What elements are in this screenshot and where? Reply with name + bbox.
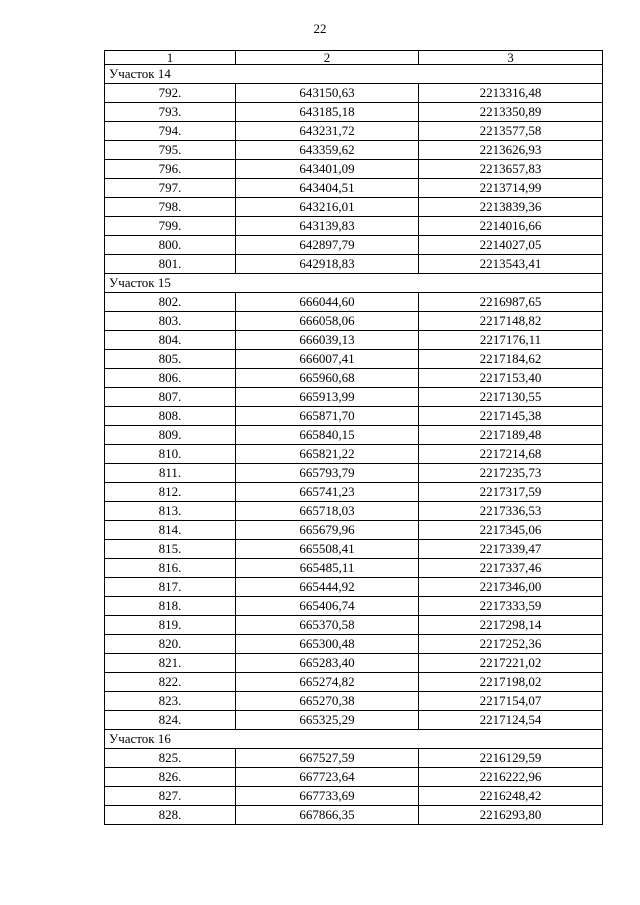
point-number-cell: 822. bbox=[105, 673, 236, 692]
table-row bbox=[105, 369, 603, 388]
x-coordinate-cell: 643231,72 bbox=[236, 122, 419, 141]
section-title: Участок 14 bbox=[105, 65, 603, 84]
y-coordinate-cell: 2217345,06 bbox=[419, 521, 603, 540]
y-coordinate-cell: 2217176,11 bbox=[419, 331, 603, 350]
table-row bbox=[105, 559, 603, 578]
point-number-cell: 802. bbox=[105, 293, 236, 312]
point-number-cell: 798. bbox=[105, 198, 236, 217]
y-coordinate-cell: 2217214,68 bbox=[419, 445, 603, 464]
table-row bbox=[105, 331, 603, 350]
point-number-cell: 807. bbox=[105, 388, 236, 407]
y-coordinate-cell: 2214016,66 bbox=[419, 217, 603, 236]
point-number-cell: 818. bbox=[105, 597, 236, 616]
point-number-cell: 793. bbox=[105, 103, 236, 122]
x-coordinate-cell: 666007,41 bbox=[236, 350, 419, 369]
point-number-cell: 823. bbox=[105, 692, 236, 711]
point-number-cell: 803. bbox=[105, 312, 236, 331]
point-number-cell: 806. bbox=[105, 369, 236, 388]
table-row bbox=[105, 483, 603, 502]
table-header-row bbox=[105, 51, 603, 65]
table-row bbox=[105, 540, 603, 559]
y-coordinate-cell: 2216129,59 bbox=[419, 749, 603, 768]
point-number-cell: 826. bbox=[105, 768, 236, 787]
column-header-1: 1 bbox=[105, 51, 236, 65]
table-row bbox=[105, 388, 603, 407]
point-number-cell: 811. bbox=[105, 464, 236, 483]
table-row bbox=[105, 635, 603, 654]
y-coordinate-cell: 2217198,02 bbox=[419, 673, 603, 692]
y-coordinate-cell: 2217298,14 bbox=[419, 616, 603, 635]
x-coordinate-cell: 666039,13 bbox=[236, 331, 419, 350]
x-coordinate-cell: 665508,41 bbox=[236, 540, 419, 559]
point-number-cell: 795. bbox=[105, 141, 236, 160]
table-row bbox=[105, 673, 603, 692]
point-number-cell: 792. bbox=[105, 84, 236, 103]
point-number-cell: 794. bbox=[105, 122, 236, 141]
point-number-cell: 812. bbox=[105, 483, 236, 502]
section-header-row bbox=[105, 65, 603, 84]
y-coordinate-cell: 2217189,48 bbox=[419, 426, 603, 445]
x-coordinate-cell: 665741,23 bbox=[236, 483, 419, 502]
point-number-cell: 827. bbox=[105, 787, 236, 806]
table-row bbox=[105, 198, 603, 217]
y-coordinate-cell: 2214027,05 bbox=[419, 236, 603, 255]
y-coordinate-cell: 2217221,02 bbox=[419, 654, 603, 673]
y-coordinate-cell: 2217252,36 bbox=[419, 635, 603, 654]
table-row bbox=[105, 521, 603, 540]
table-row bbox=[105, 141, 603, 160]
section-header-row bbox=[105, 730, 603, 749]
y-coordinate-cell: 2217130,55 bbox=[419, 388, 603, 407]
x-coordinate-cell: 665325,29 bbox=[236, 711, 419, 730]
point-number-cell: 816. bbox=[105, 559, 236, 578]
table-row bbox=[105, 445, 603, 464]
y-coordinate-cell: 2217235,73 bbox=[419, 464, 603, 483]
point-number-cell: 796. bbox=[105, 160, 236, 179]
x-coordinate-cell: 667733,69 bbox=[236, 787, 419, 806]
point-number-cell: 815. bbox=[105, 540, 236, 559]
table-row bbox=[105, 616, 603, 635]
y-coordinate-cell: 2216222,96 bbox=[419, 768, 603, 787]
x-coordinate-cell: 643185,18 bbox=[236, 103, 419, 122]
point-number-cell: 821. bbox=[105, 654, 236, 673]
x-coordinate-cell: 665913,99 bbox=[236, 388, 419, 407]
y-coordinate-cell: 2217317,59 bbox=[419, 483, 603, 502]
y-coordinate-cell: 2213626,93 bbox=[419, 141, 603, 160]
x-coordinate-cell: 665840,15 bbox=[236, 426, 419, 445]
x-coordinate-cell: 667866,35 bbox=[236, 806, 419, 825]
table-row bbox=[105, 84, 603, 103]
x-coordinate-cell: 666044,60 bbox=[236, 293, 419, 312]
table-row bbox=[105, 312, 603, 331]
x-coordinate-cell: 665274,82 bbox=[236, 673, 419, 692]
point-number-cell: 804. bbox=[105, 331, 236, 350]
y-coordinate-cell: 2213350,89 bbox=[419, 103, 603, 122]
table-row bbox=[105, 255, 603, 274]
point-number-cell: 825. bbox=[105, 749, 236, 768]
column-header-2: 2 bbox=[236, 51, 419, 65]
table-row bbox=[105, 787, 603, 806]
x-coordinate-cell: 643404,51 bbox=[236, 179, 419, 198]
table-row bbox=[105, 806, 603, 825]
point-number-cell: 797. bbox=[105, 179, 236, 198]
table-row bbox=[105, 293, 603, 312]
y-coordinate-cell: 2213543,41 bbox=[419, 255, 603, 274]
x-coordinate-cell: 643401,09 bbox=[236, 160, 419, 179]
coordinates-table bbox=[104, 50, 603, 825]
x-coordinate-cell: 665821,22 bbox=[236, 445, 419, 464]
point-number-cell: 805. bbox=[105, 350, 236, 369]
x-coordinate-cell: 665871,70 bbox=[236, 407, 419, 426]
x-coordinate-cell: 665960,68 bbox=[236, 369, 419, 388]
table-row bbox=[105, 597, 603, 616]
x-coordinate-cell: 667527,59 bbox=[236, 749, 419, 768]
section-header-row bbox=[105, 274, 603, 293]
point-number-cell: 808. bbox=[105, 407, 236, 426]
table-row bbox=[105, 768, 603, 787]
y-coordinate-cell: 2217339,47 bbox=[419, 540, 603, 559]
y-coordinate-cell: 2217184,62 bbox=[419, 350, 603, 369]
y-coordinate-cell: 2217346,00 bbox=[419, 578, 603, 597]
table-row bbox=[105, 654, 603, 673]
point-number-cell: 813. bbox=[105, 502, 236, 521]
table-body bbox=[105, 51, 603, 825]
table-row bbox=[105, 692, 603, 711]
point-number-cell: 814. bbox=[105, 521, 236, 540]
point-number-cell: 800. bbox=[105, 236, 236, 255]
table-row bbox=[105, 179, 603, 198]
page-number: 22 bbox=[313, 21, 327, 36]
y-coordinate-cell: 2217145,38 bbox=[419, 407, 603, 426]
table-row bbox=[105, 578, 603, 597]
point-number-cell: 809. bbox=[105, 426, 236, 445]
table-row bbox=[105, 749, 603, 768]
point-number-cell: 817. bbox=[105, 578, 236, 597]
x-coordinate-cell: 643150,63 bbox=[236, 84, 419, 103]
y-coordinate-cell: 2216293,80 bbox=[419, 806, 603, 825]
point-number-cell: 828. bbox=[105, 806, 236, 825]
table-row bbox=[105, 122, 603, 141]
x-coordinate-cell: 665283,40 bbox=[236, 654, 419, 673]
x-coordinate-cell: 665300,48 bbox=[236, 635, 419, 654]
x-coordinate-cell: 665370,58 bbox=[236, 616, 419, 635]
y-coordinate-cell: 2216987,65 bbox=[419, 293, 603, 312]
x-coordinate-cell: 642918,83 bbox=[236, 255, 419, 274]
y-coordinate-cell: 2213839,36 bbox=[419, 198, 603, 217]
point-number-cell: 801. bbox=[105, 255, 236, 274]
x-coordinate-cell: 665793,79 bbox=[236, 464, 419, 483]
y-coordinate-cell: 2217153,40 bbox=[419, 369, 603, 388]
y-coordinate-cell: 2213316,48 bbox=[419, 84, 603, 103]
table-row bbox=[105, 426, 603, 445]
x-coordinate-cell: 643139,83 bbox=[236, 217, 419, 236]
y-coordinate-cell: 2216248,42 bbox=[419, 787, 603, 806]
x-coordinate-cell: 665679,96 bbox=[236, 521, 419, 540]
x-coordinate-cell: 643216,01 bbox=[236, 198, 419, 217]
point-number-cell: 824. bbox=[105, 711, 236, 730]
point-number-cell: 810. bbox=[105, 445, 236, 464]
table-row bbox=[105, 236, 603, 255]
x-coordinate-cell: 666058,06 bbox=[236, 312, 419, 331]
y-coordinate-cell: 2217337,46 bbox=[419, 559, 603, 578]
x-coordinate-cell: 643359,62 bbox=[236, 141, 419, 160]
x-coordinate-cell: 667723,64 bbox=[236, 768, 419, 787]
y-coordinate-cell: 2217154,07 bbox=[419, 692, 603, 711]
section-title: Участок 16 bbox=[105, 730, 603, 749]
x-coordinate-cell: 665718,03 bbox=[236, 502, 419, 521]
section-title: Участок 15 bbox=[105, 274, 603, 293]
table-row bbox=[105, 502, 603, 521]
x-coordinate-cell: 665485,11 bbox=[236, 559, 419, 578]
point-number-cell: 819. bbox=[105, 616, 236, 635]
y-coordinate-cell: 2213714,99 bbox=[419, 179, 603, 198]
x-coordinate-cell: 665406,74 bbox=[236, 597, 419, 616]
y-coordinate-cell: 2217336,53 bbox=[419, 502, 603, 521]
table-row bbox=[105, 464, 603, 483]
x-coordinate-cell: 665270,38 bbox=[236, 692, 419, 711]
table-row bbox=[105, 407, 603, 426]
table-row bbox=[105, 217, 603, 236]
y-coordinate-cell: 2217148,82 bbox=[419, 312, 603, 331]
x-coordinate-cell: 665444,92 bbox=[236, 578, 419, 597]
table-row bbox=[105, 160, 603, 179]
point-number-cell: 799. bbox=[105, 217, 236, 236]
table-row bbox=[105, 711, 603, 730]
y-coordinate-cell: 2217124,54 bbox=[419, 711, 603, 730]
y-coordinate-cell: 2213657,83 bbox=[419, 160, 603, 179]
y-coordinate-cell: 2217333,59 bbox=[419, 597, 603, 616]
table-row bbox=[105, 350, 603, 369]
y-coordinate-cell: 2213577,58 bbox=[419, 122, 603, 141]
x-coordinate-cell: 642897,79 bbox=[236, 236, 419, 255]
point-number-cell: 820. bbox=[105, 635, 236, 654]
table-row bbox=[105, 103, 603, 122]
column-header-3: 3 bbox=[419, 51, 603, 65]
